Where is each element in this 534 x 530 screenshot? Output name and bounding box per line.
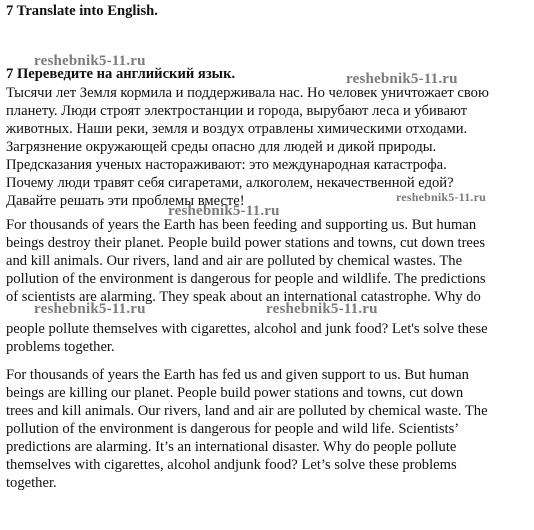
watermark: reshebnik5-11.ru	[266, 301, 378, 317]
russian-heading: 7 Переведите на английский язык.	[6, 66, 236, 82]
translation1-line: people pollute themselves with cigarettes, alcohol and junk food? Let's solve these	[6, 321, 488, 337]
translation1-line: pollution of the environment is dangerous for people and wildlife. The predictions	[6, 271, 486, 287]
translation2-line: themselves with cigarettes, alcohol andjunk food? Let’s solve these problems	[6, 457, 457, 473]
translation2-line: together.	[6, 475, 57, 491]
translation1-line: of scientists are alarming. They speak about an international catastrophe. Why do	[6, 289, 481, 305]
translation2-line: predictions are alarming. It’s an international disaster. Why do people pollute	[6, 439, 457, 455]
translation2-line: pollution of the environment is dangerous for people and wild life. Scientists’	[6, 421, 460, 437]
watermark: reshebnik5-11.ru	[396, 190, 486, 204]
russian-line: животных. Наши реки, земля и воздух отравлены химическими отходами.	[6, 121, 468, 137]
russian-line: Тысячи лет Земля кормила и поддерживала нас. Но человек уничтожает свою	[6, 85, 489, 101]
russian-line: Почему люди травят себя сигаретами, алкоголем, некачественной едой?	[6, 175, 454, 191]
translation1-line: For thousands of years the Earth has been feeding and supporting us. But human	[6, 217, 477, 233]
translation2-line: trees and kill animals. Our rivers, land and air are polluted by chemical waste. The	[6, 403, 488, 419]
russian-line: Загрязнение окружающей среды опасно для людей и дикой природы.	[6, 139, 437, 155]
russian-line: планету. Люди строят электростанции и города, вырубают леса и убивают	[6, 103, 468, 119]
russian-line: Давайте решать эти проблемы вместе!	[6, 193, 245, 209]
translation1-line: problems together.	[6, 339, 115, 355]
watermark: reshebnik5-11.ru	[34, 301, 146, 317]
watermark: reshebnik5-11.ru	[346, 71, 458, 87]
russian-line: Предсказания ученых настораживают: это международная катастрофа.	[6, 157, 447, 173]
exercise-title: 7 Translate into English.	[6, 3, 158, 19]
translation2-line: For thousands of years the Earth has fed us and given support to us. But human	[6, 367, 469, 383]
translation2-line: beings are killing our planet. People build power stations and towns, cut down	[6, 385, 464, 401]
watermark: reshebnik5-11.ru	[168, 203, 280, 219]
translation1-line: and kill animals. Our rivers, land and air are polluted by chemical wastes. The	[6, 253, 463, 269]
watermark: reshebnik5-11.ru	[34, 53, 146, 69]
translation1-line: beings destroy their planet. People build power stations and towns, cut down trees	[6, 235, 486, 251]
